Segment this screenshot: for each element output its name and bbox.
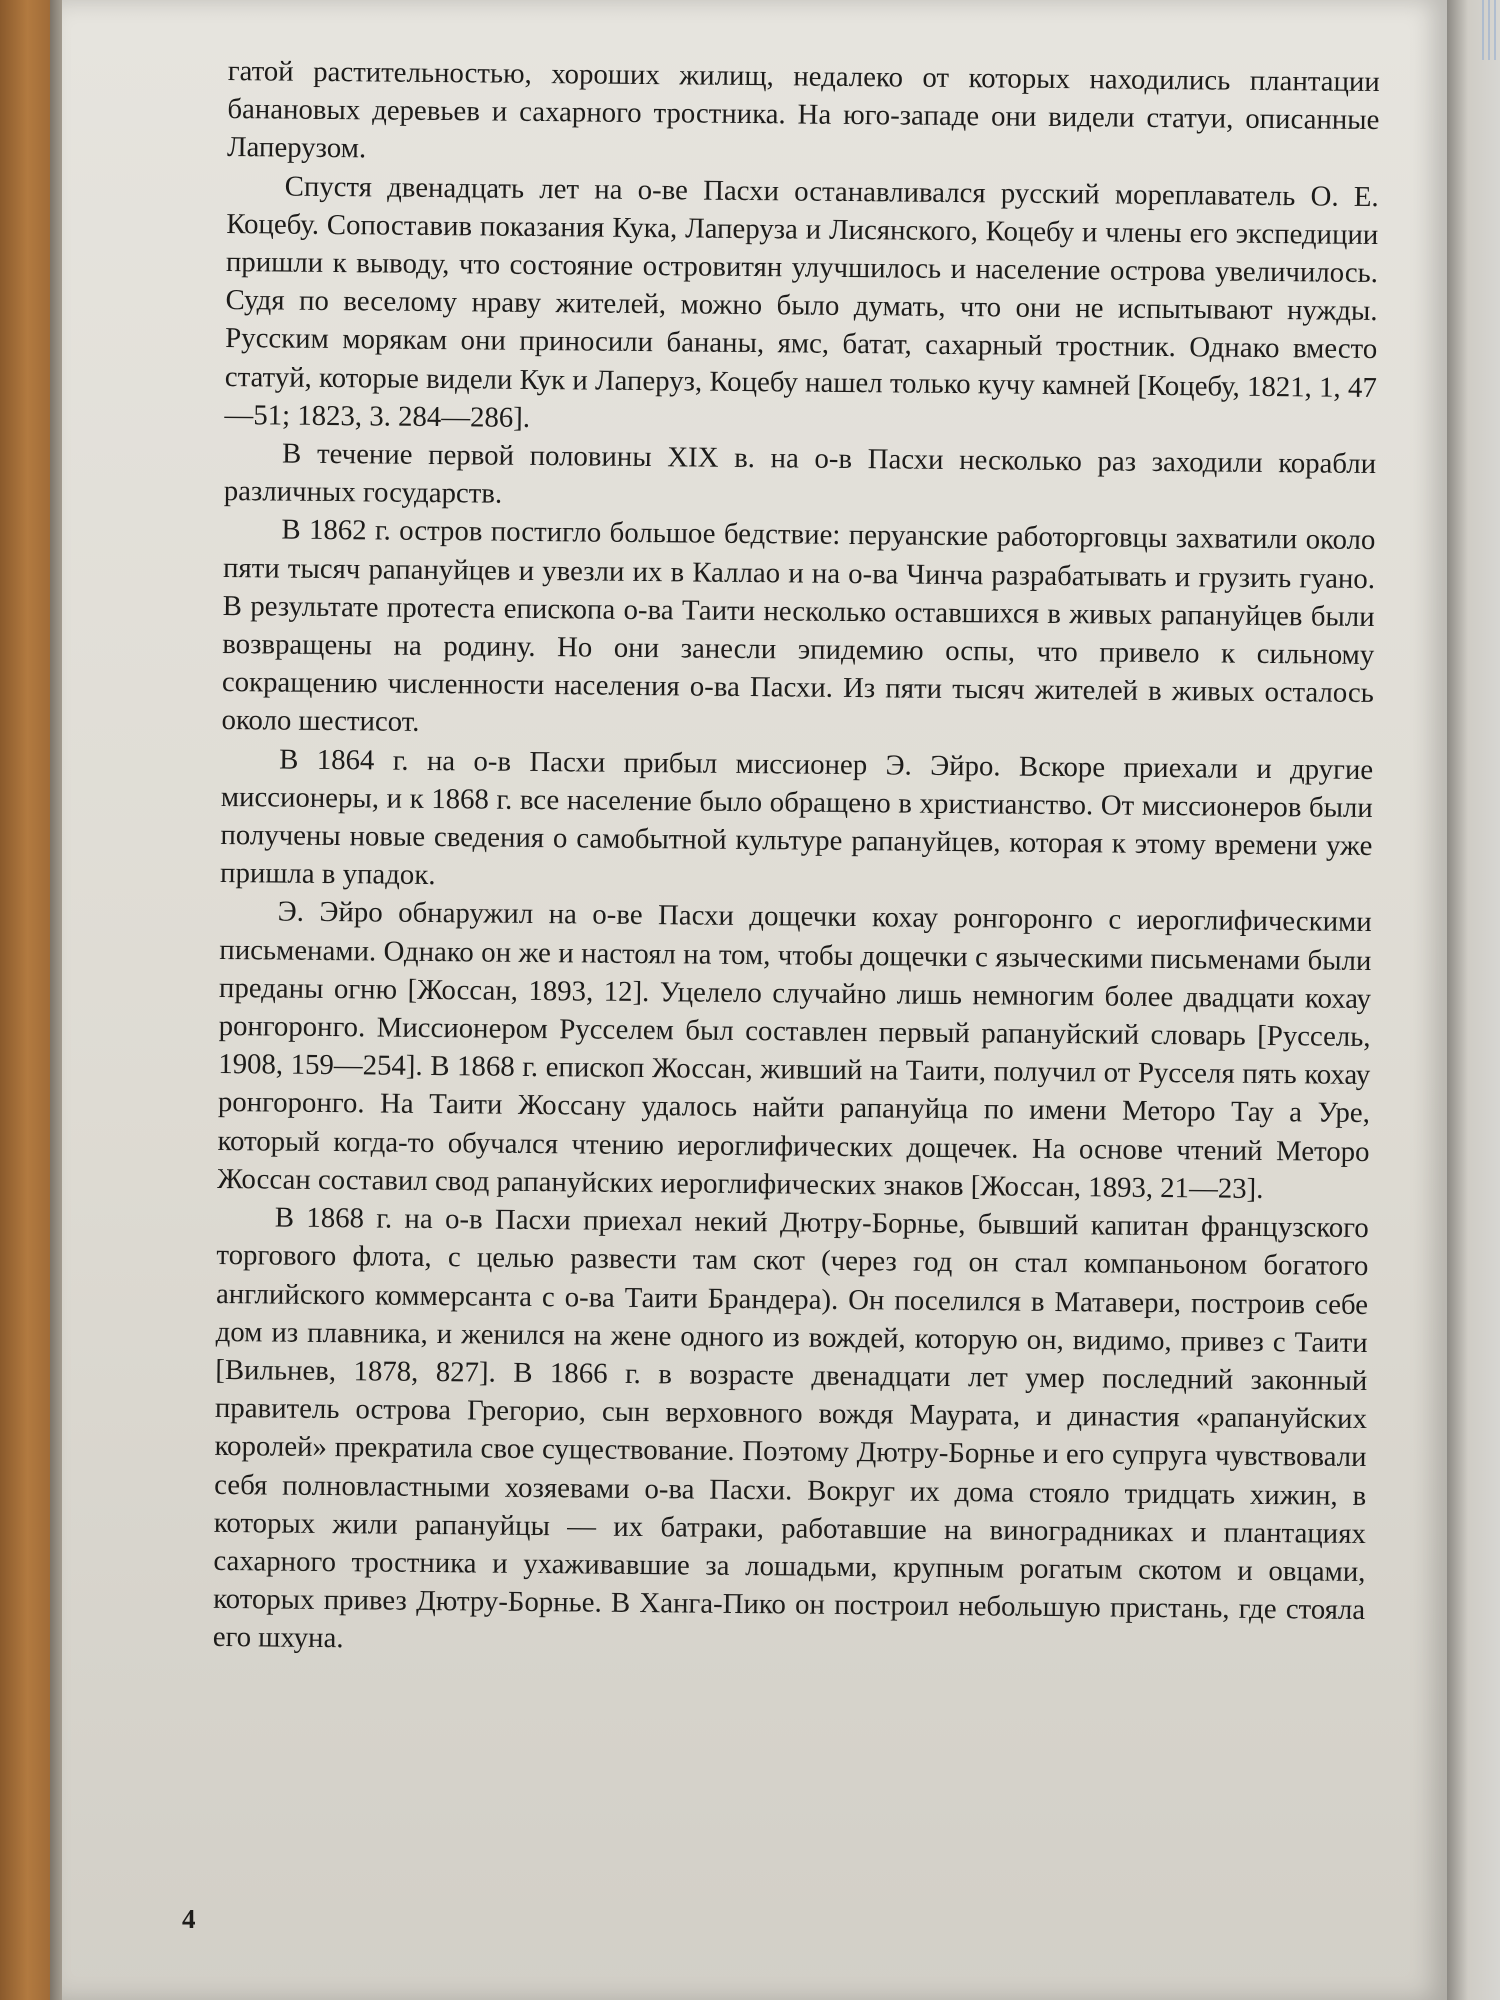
- paragraph-dutrou-bornier: В 1868 г. на о-в Пасхи приехал некий Дютру-Борнье, бывший капитан французского торгового флота, с целью развести там скот (через год он стал компаньоном богатого английского коммерсанта с о-ва Таити Брандера). Он поселился в Матавери, построив себе дом из плавника, и женился на жене одного из вождей, которую он, видимо, привез с Таити [Вильнев, 1878, 827]. В 1866 г. в возрасте двенадцати лет умер последний законный правитель острова Грегорио, сын верховного вождя Маурата, и династия «рапануйских королей» прекратила свое существование. Поэтому Дютру-Борнье и его супруга чувствовали себя полновластными хозяевами о-ва Пасхи. Вокруг их дома стояло тридцать хижин, в которых жили рапануйцы — их батраки, работавшие на виноградниках и плантациях сахарного тростника и ухаживавшие за лошадьми, крупным рогатым скотом и овцами, которых привез Дютру-Борнье. В Ханга-Пико он построил небольшую пристань, где стояла его шхуна.: [212, 1201, 1369, 1655]
- paragraph-kotzebue: Спустя двенадцать лет на о-ве Пасхи останавливался русский мореплаватель О. Е. Коцебу. Сопоставив показания Кука, Лаперуза и Лисянского, Коцебу и члены его экспедиции пришли к выводу, что состояние островитян улучшилось и население острова увеличилось. Судя по веселому нраву жителей, можно было думать, что они не испытывают нужды. Русским морякам они приносили бананы, ямс, батат, сахарный тростник. Однако вместо статуй, которые видели Кук и Лаперуз, Коцебу нашел только кучу камней [Коцебу, 1821, 1, 47—51; 1823, 3. 284—286].: [224, 170, 1379, 434]
- adjacent-page-edge: [1447, 0, 1500, 2000]
- paragraph-rongorongo-tablets: Э. Эйро обнаружил на о-ве Пасхи дощечки кохау ронгоронго с иероглифическими письменами. Однако он же и настоял на том, чтобы дощечки с языческими письменами были преданы огню [Жоссан, 1893, 12]. Уцелело случайно лишь немногим более двадцати кохау ронгоронго. Миссионером Русселем был составлен первый рапануйский словарь [Руссель, 1908, 159—254]. В 1868 г. епископ Жоссан, живший на Таити, получил от Русселя пять кохау ронгоронго. На Таити Жоссану удалось найти рапануйца по имени Метоpo Тау а Уре, который когда-то обучался чтению иероглифических дощечек. На основе чтений Метоpo Жоссан составил свод рапануйских иероглифических знаков [Жоссан, 1893, 21—23].: [217, 895, 1372, 1205]
- page-body-text: [213, 52, 1380, 1668]
- paragraph-1862-disaster: В 1862 г. остров постигло большое бедствие: перуанские работорговцы захватили около пяти тысяч рапануйцев и увезли их в Каллао и на о-ва Чинча разрабатывать и грузить гуано. В результате протеста епископа о-ва Таити несколько оставшихся в живых рапануйцев были возвращены на родину. Но они занесли эпидемию оспы, что привело к сильному сокращению численности населения о-ва Пасхи. Из пяти тысяч жителей в живых осталось около шестисот.: [221, 513, 1376, 739]
- paragraph-19th-century: В течение первой половины XIX в. на о-в Пасхи несколько раз заходили корабли различных государств.: [223, 437, 1377, 510]
- book-cover-edge: [0, 0, 55, 2000]
- graph-paper-corner: [1482, 0, 1500, 60]
- paragraph-continued: гатой растительностью, хороших жилищ, недалеко от которых находились плантации банановых деревьев и сахарного тростника. На юго-западе они видели статуи, описанные Лаперузом.: [226, 54, 1380, 165]
- page-number: 4: [182, 1904, 196, 1934]
- paragraph-1864-missionaries: В 1864 г. на о-в Пасхи прибыл миссионер Э. Эйро. Вскоре приехали и другие миссионеры, и к 1868 г. все население было обращено в христианство. От миссионеров были получены новые сведения о самобытной культуре рапануйцев, которая к этому времени уже пришла в упадок.: [219, 743, 1374, 892]
